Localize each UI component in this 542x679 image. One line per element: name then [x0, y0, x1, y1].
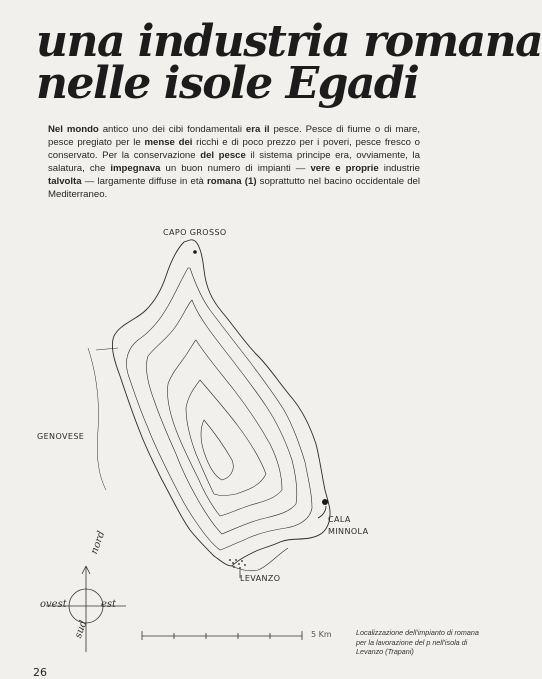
- intro-text-segment: ricchi e di poco prezzo per i poveri, pesce fresco o conservato. Per la conservazione: [48, 137, 421, 162]
- intro-bold-segment: del pesce: [200, 150, 246, 162]
- map-caption: Localizzazione dell'impianto di romana per la lavorazione del p nell'isola di Levanzo (Trapani): [356, 628, 479, 657]
- intro-bold-segment: mense dei: [144, 137, 193, 149]
- article-title-line-1: una industria romana: [36, 16, 542, 67]
- article-title-line-2: nelle isole Egadi: [36, 58, 419, 109]
- scale-bar: [142, 631, 302, 640]
- capo-grosso-dot: [193, 250, 197, 254]
- map-label-levanzo: LEVANZO: [240, 574, 281, 583]
- cala-minnola-site-marker: [322, 499, 328, 505]
- intro-bold-segment: romana (1): [206, 176, 257, 188]
- intro-text-segment: il sistema principe era, ovviamente, la salatura, che: [48, 150, 421, 175]
- graticule-line-2: [96, 348, 118, 350]
- map-label-cala: CALA: [328, 515, 351, 524]
- contour-1: [126, 268, 312, 550]
- intro-bold-segment: era il: [245, 124, 270, 135]
- intro-bold-segment: talvolta: [48, 176, 82, 188]
- compass-west-label: ovest: [40, 599, 67, 610]
- contour-5: [201, 420, 233, 480]
- page-number: 26: [33, 666, 47, 679]
- scale-bar-unit: 5 Km: [311, 630, 332, 639]
- contour-2: [146, 300, 296, 534]
- intro-text-segment: un buon numero di impianti —: [160, 163, 311, 175]
- compass-north-label: nord: [89, 529, 108, 556]
- intro-bold-segment: impegnava: [110, 163, 161, 175]
- map-label-capo-grosso: CAPO GROSSO: [163, 228, 227, 237]
- intro-text-segment: pesce. Pesce di fiume o di mare, pesce pregiato per le: [48, 124, 420, 149]
- compass-east-label: est: [101, 599, 117, 610]
- intro-text-segment: — largamente diffuse in età: [81, 176, 207, 188]
- intro-text-segment: antico uno dei cibi fondamentali: [98, 124, 246, 135]
- graticule-line-1: [88, 348, 106, 490]
- contour-3: [167, 340, 282, 516]
- intro-text-segment: soprattutto nel bacino occidentale del Mediterraneo.: [48, 176, 421, 201]
- island-coastline: [112, 240, 330, 566]
- map-label-genovese: GENOVESE: [37, 432, 85, 441]
- compass-south-label: sud: [73, 619, 90, 640]
- intro-bold-segment: Nel mondo: [48, 124, 99, 135]
- intro-bold-segment: vere e proprie: [310, 163, 379, 175]
- intro-text-segment: industrie: [378, 163, 420, 175]
- cala-minnola-pointer: [318, 506, 326, 518]
- map-label-minnola: MINNOLA: [328, 527, 369, 536]
